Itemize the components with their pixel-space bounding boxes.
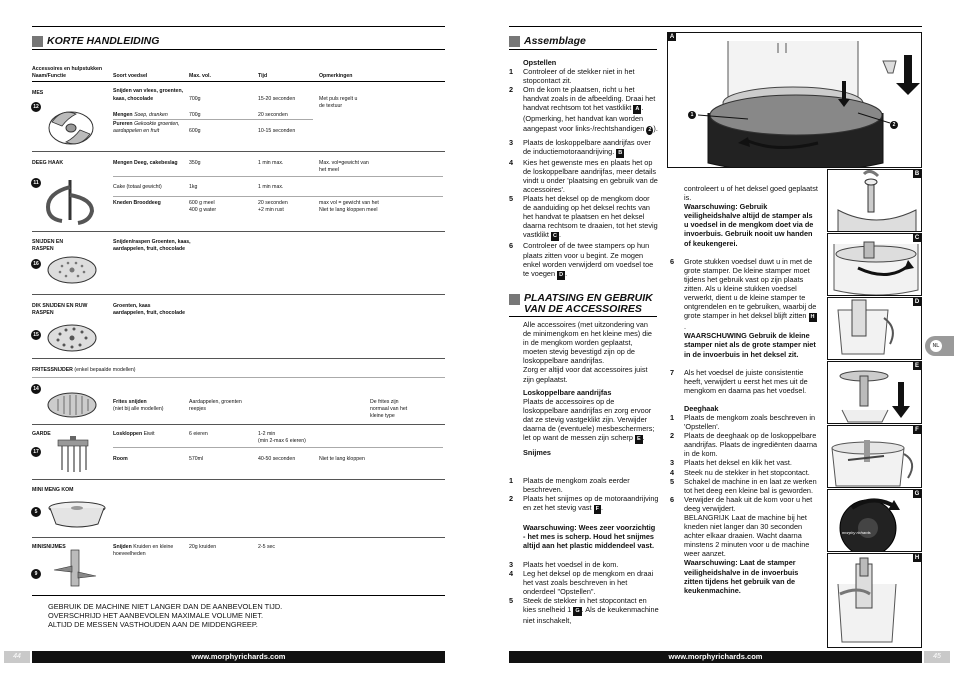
step-1-text: Controleer of de stekker niet in het stopcontact zit. xyxy=(523,67,635,86)
mes-r3-time: 10-15 seconden xyxy=(258,128,296,134)
mes-r2-vol: 700g xyxy=(189,112,201,118)
column-2 xyxy=(670,184,818,595)
step-num: 5 xyxy=(509,595,514,605)
blade-warning: Waarschuwing: Wees zeer voorzichtig - het mes is scherp. Houd het snijmes altijd aan het plastic middendeel vast. xyxy=(523,523,656,551)
right-page xyxy=(477,0,954,677)
figure-b-label: B xyxy=(914,171,920,177)
whisk-icon xyxy=(48,436,98,476)
row-divider xyxy=(32,231,445,232)
garde-r1-time1: 1-2 min xyxy=(258,431,276,437)
minisnijmes-food2: hoeveelheden xyxy=(113,551,146,557)
step-3-t: Plaats de loskoppelbare aandrijfas over de inductiemotoraandrijving. xyxy=(523,137,651,156)
step-3-text xyxy=(523,138,659,158)
dik-food2: aardappelen, fruit, chocolade xyxy=(113,310,186,316)
step-5 xyxy=(509,194,659,241)
figure-d xyxy=(827,297,922,360)
section-header xyxy=(32,35,159,47)
table-header-rule xyxy=(32,81,445,82)
badge-garde: 17 xyxy=(31,447,41,457)
deeghaak-divider1 xyxy=(113,176,443,177)
dough-step-4 xyxy=(670,468,818,477)
step-3 xyxy=(509,138,659,158)
col-food: Soort voedsel xyxy=(113,73,148,79)
callout-1: 1 xyxy=(688,111,696,119)
mini-blade-icon xyxy=(50,548,100,592)
minisnijmes-vol: 20g kruiden xyxy=(189,544,217,550)
section-rule xyxy=(509,49,657,50)
step-5-t: Plaats het deksel op de mengkom door de aanduiding op het deksel rechts van het handvat te plaatsen en het deksel daarna rechtsom te draaien, tot het stevig vastklikt xyxy=(523,194,658,240)
row-divider xyxy=(32,151,445,152)
dough-step-1 xyxy=(670,413,818,431)
figure-a-label: A xyxy=(669,34,675,40)
badge-mes: 12 xyxy=(31,102,41,112)
frites-rem2: normaal van het xyxy=(370,406,408,412)
dough-warning: Waarschuwing: Laat de stamper veiligheidshalve in de invoerbuis zitten tijdens het gebruik van de keukenmachine. xyxy=(684,558,799,595)
pusher-illustration xyxy=(828,298,922,360)
row-divider xyxy=(32,537,445,538)
badge-deeghaak: 11 xyxy=(31,178,41,188)
step-num: 1 xyxy=(509,476,514,485)
deeghaak-r3-vol1: 600 g meel xyxy=(189,200,215,206)
frites-name-note: (enkel bepaalde modellen) xyxy=(74,367,136,373)
col-vol: Max. vol. xyxy=(189,73,211,79)
minisnijmes-food-t: Kruiden en kleine xyxy=(133,544,174,550)
snijden-food2: aardappelen, fruit, chocolade xyxy=(113,246,186,252)
deeghaak-r1-rem1: Max. vol=gewicht van xyxy=(319,160,369,166)
mes-step-5-text: Steek de stekker in het stopcontact en kies snelheid 1 G . Als de keukenmachine niet inschakelt, xyxy=(523,595,659,626)
mes-r1-food1: Snijden van vlees, groenten, xyxy=(113,88,184,94)
small-pusher-illustration xyxy=(828,554,922,648)
deeghaak-r3-rem1: max vol = gewicht van het xyxy=(319,200,379,206)
col-time: Tijd xyxy=(258,73,268,79)
blade-insert-illustration xyxy=(828,426,922,488)
mes-r3-food-t: Gekookte groenten, xyxy=(134,121,180,127)
section-title: KORTE HANDLEIDING xyxy=(47,35,160,47)
mes-r2-time: 20 seconden xyxy=(258,112,288,118)
step-num: 4 xyxy=(670,467,675,477)
step-num: 1 xyxy=(509,67,514,77)
step-num: 6 xyxy=(670,494,675,504)
deeghaak-r1-food: Mengen Deeg, cakebeslag xyxy=(113,160,178,166)
dik-food1: Groenten, kaas xyxy=(113,303,151,309)
figure-ref: A xyxy=(635,106,640,113)
figure-d-label: D xyxy=(914,299,920,305)
row-snijden-name2: RASPEN xyxy=(32,246,54,252)
deeghaak-r2-vol: 1kg xyxy=(189,184,198,190)
garde-r1-food-t: Eiwit xyxy=(143,431,155,437)
deeghaak-title: Deeghaak xyxy=(684,403,719,413)
step-num: 7 xyxy=(670,367,675,377)
deeghaak-r1-vol: 350g xyxy=(189,160,201,166)
garde-r2-food: Room xyxy=(113,456,128,462)
continued-text: controleert u of het deksel goed geplaatst is. xyxy=(684,184,818,203)
garde-r1-time2: (min 2-max 6 eieren) xyxy=(258,438,306,444)
figure-f-label: F xyxy=(913,426,921,434)
step-num: 2 xyxy=(509,494,514,504)
frites-food: Frites snijden xyxy=(113,399,147,405)
figure-a xyxy=(667,32,922,168)
badge-dik: 15 xyxy=(31,330,41,340)
step-num: 4 xyxy=(509,157,514,167)
footer-url[interactable]: www.morphyrichards.com xyxy=(32,651,445,663)
mes-step-1 xyxy=(509,476,659,494)
row-dik-name1: DIK SNIJDEN EN RUW xyxy=(32,303,88,309)
mes-step-6-text: Grote stukken voedsel duwt u in met de grote stamper. De kleine stamper moet tijdens het gebruik vast op zijn plaats zitten. Als u kleine stukken voedsel verwerkt, dient u de kleine stamper te ontgrendelen en te gebruiken, waarbij de grote stamper in het deksel blijft zitten H. WAARSCHUWING Gebruik de kleine stamper niet als de grote stamper niet in de invoerbuis in het deksel zit. xyxy=(684,256,817,359)
row-deeghaak-name: DEEG HAAK xyxy=(32,160,64,166)
badge-minimeng: 5 xyxy=(31,507,41,517)
mes-step-2-text: Plaats het snijmes op de motoraandrijving en zet het stevig vast F . xyxy=(523,494,659,513)
accessories-title-1: PLAATSING EN GEBRUIK xyxy=(524,292,653,304)
row-snijden-name1: SNIJDEN EN xyxy=(32,239,64,245)
deeghaak-r3-time2: +2 min rust xyxy=(258,207,284,213)
callout-2: 2 xyxy=(890,121,898,129)
top-rule xyxy=(32,26,445,27)
figure-c-label: C xyxy=(914,235,920,241)
figure-e-label: E xyxy=(914,363,919,369)
minisnijmes-food-b: Snijden xyxy=(113,544,132,550)
mes-step-6-t: Grote stukken voedsel duwt u in met de grote stamper. De kleine stamper moet tijdens het gebruik vast op zijn plaats zitten. Als u kleine stukken voedsel verwerkt, dient u de kleine stamper te ontgrendelen en te gebruiken, waarbij de grote stamper in het deksel blijft zitten xyxy=(684,256,817,321)
badge-frites: 14 xyxy=(31,384,41,394)
figure-ref: D xyxy=(559,271,564,278)
figure-ref: G xyxy=(575,608,580,615)
step-2 xyxy=(509,85,659,134)
mes-step-4 xyxy=(509,569,659,596)
figure-ref: C xyxy=(552,233,557,240)
garde-r2-rem: Niet te lang kloppen xyxy=(319,456,365,462)
mes-step-2-t: Plaats het snijmes op de motoraandrijving en zet het stevig vast xyxy=(523,494,659,513)
mes-r2-food xyxy=(113,112,168,119)
step-num: 6 xyxy=(670,256,675,266)
step-num: 6 xyxy=(509,241,514,251)
step-2a: Om de kom te plaatsen, richt u het handvat zoals in de afbeelding. Draai het handvat rechtsom tot het vastklikt xyxy=(523,85,656,113)
snijmes-title: Snijmes xyxy=(523,448,551,458)
table-bottom-rule xyxy=(32,595,445,596)
grating-disc-icon xyxy=(44,318,100,358)
deeghaak-r3-rem2: Niet te lang kloppen meel xyxy=(319,207,378,213)
blade-icon xyxy=(42,104,100,152)
dough-step-6a: Verwijder de haak uit de kom voor u het deeg verwijdert. xyxy=(684,494,813,513)
row-divider xyxy=(32,424,445,425)
section-rule xyxy=(509,316,657,317)
step-num: 4 xyxy=(509,568,514,578)
figure-h-label: H xyxy=(914,555,920,561)
aandrijfas-t: Plaats de accessoires op de loskoppelbare aandrijfas en zorg ervoor dat ze stevig vastgeklikt zijn. Verwijder daarna de (eventuele) mesbeschermers; let op want de messen zijn scherp xyxy=(523,396,655,443)
mes-step-4-text: Leg het deksel op de mengkom en draai het vast zoals beschreven in het onderdeel "Opstellen". xyxy=(523,568,654,596)
snijmes-steps xyxy=(509,476,659,625)
mes-step-5 xyxy=(509,596,659,625)
garde-r1-vol: 6 eieren xyxy=(189,431,208,437)
intro-2: Zorg er altijd voor dat accessoires juist zijn geplaatst. xyxy=(523,365,648,384)
deeghaak-r3-food: Kneden Brooddeeg xyxy=(113,200,161,206)
mes-step-7-text: Als het voedsel de juiste consistentie heeft, verwijdert u eerst het mes uit de mengkom en daarna pas het voedsel. xyxy=(684,367,808,395)
minisnijmes-food xyxy=(113,544,173,551)
dial-brand-text: morphy richards xyxy=(842,530,871,535)
mes-r1-rem2: de textuur xyxy=(319,103,343,109)
step-num: 5 xyxy=(509,194,514,204)
step-num: 3 xyxy=(509,137,514,147)
section-rule xyxy=(32,49,445,50)
mini-bowl-icon xyxy=(44,498,110,532)
mes-step-6 xyxy=(670,257,818,359)
figure-ref: 2 xyxy=(648,126,652,133)
page-number: 44 xyxy=(4,651,30,663)
blade-guard-illustration xyxy=(828,362,922,424)
mes-step-5-b: Als de keukenmachine niet inschakelt, xyxy=(523,605,659,626)
warning-line-3: ALTIJD DE MESSEN VASTHOUDEN AAN DE MIDDENGREEP. xyxy=(48,620,258,629)
garde-r1-food xyxy=(113,431,155,438)
step-1 xyxy=(509,67,659,85)
step-num: 2 xyxy=(509,85,514,95)
frites-rem3: kleine type xyxy=(370,413,395,419)
pusher-warning: Waarschuwing: Gebruik veiligheidshalve altijd de stamper als u voedsel in de mengkom doet via de invoerbuis. Gebruik nooit uw handen of keukengerei. xyxy=(684,202,814,248)
assemblage-title: Assemblage xyxy=(524,35,586,47)
frites-vol1: Aardappelen, groenten xyxy=(189,399,242,405)
row-minimeng-name: MINI MENG KOM xyxy=(32,487,74,493)
dough-step-2 xyxy=(670,431,818,458)
figure-g xyxy=(827,489,922,552)
dough-step-3-text: Plaats het deksel en klik het vast. xyxy=(684,458,792,468)
accessories-column xyxy=(523,320,657,457)
garde-r2-time: 40-50 seconden xyxy=(258,456,296,462)
row-garde-name: GARDE xyxy=(32,431,51,437)
badge-minisnijmes: 9 xyxy=(31,569,41,579)
col-remarks: Opmerkingen xyxy=(319,73,353,79)
step-6-t: Controleer of de twee stampers op hun plaats zitten voor u begint. Ze mogen enkel worden verwijderd om voedsel toe te voegen xyxy=(523,241,654,278)
step-4-text: Kies het gewenste mes en plaats het op de loskoppelbare aandrijfas, meer details vindt u onder 'plaatsing en gebruik van de accessoires'. xyxy=(523,157,658,194)
small-pusher-warning: WAARSCHUWING Gebruik de kleine stamper niet als de grote stamper niet in de invoerbuis in het deksel zit. xyxy=(684,331,816,359)
figure-ref: B xyxy=(618,149,623,156)
snijden-food1: Snijden/raspen Groenten, kaas, xyxy=(113,239,191,245)
step-num: 3 xyxy=(670,458,675,468)
col-name: Naam/Functie xyxy=(32,73,67,79)
usage-warnings xyxy=(48,602,282,629)
row-divider xyxy=(32,294,445,295)
dough-step-1-text: Plaats de mengkom zoals beschreven in 'Opstellen'. xyxy=(684,412,816,432)
row-mes-name: MES xyxy=(32,90,44,96)
mes-step-7 xyxy=(670,368,818,395)
dough-step-2-text: Plaats de deeghaak op de loskoppelbare aandrijfas. Plaats de ingrediënten daarna in de kom. xyxy=(684,431,818,459)
language-badge xyxy=(925,336,954,356)
dough-step-3 xyxy=(670,458,818,467)
dough-hook-icon xyxy=(40,175,100,230)
language-badge-text: NL xyxy=(930,340,942,352)
figure-e xyxy=(827,361,922,424)
warning-line-1: GEBRUIK DE MACHINE NIET LANGER DAN DE AANBEVOLEN TIJD. xyxy=(48,602,283,611)
deeghaak-r3-vol2: 400 g water xyxy=(189,207,217,213)
aandrijfas-title: Loskoppelbare aandrijfas xyxy=(523,387,612,397)
step-5-text: Plaats het deksel op de mengkom door de aanduiding op het deksel rechts van het handvat te plaatsen en het deksel daarna rechtsom te draaien, tot het stevig vastklikt C . xyxy=(523,194,658,240)
mes-step-3 xyxy=(509,560,659,569)
badge-snijden: 16 xyxy=(31,259,41,269)
minisnijmes-time: 2-5 sec xyxy=(258,544,276,550)
mes-step-5-t: Steek de stekker in het stopcontact en kies snelheid 1 xyxy=(523,595,647,615)
mes-r2-food-t: Soep, dranken xyxy=(134,112,168,118)
step-num: 3 xyxy=(509,559,514,569)
mes-r3-vol: 600g xyxy=(189,128,201,134)
opstellen-title: Opstellen xyxy=(523,58,557,67)
dough-step-6b: BELANGRIJK Laat de machine bij het kneden niet langer dan 30 seconden achter elkaar draaien. Wacht daarna minstens 2 minuten voor u de machine weer aanzet. xyxy=(684,513,810,559)
step-num: 2 xyxy=(670,431,675,441)
mes-step-1-text: Plaats de mengkom zoals eerder beschreven. xyxy=(523,476,630,495)
mes-r3-food2: aardappelen en fruit xyxy=(113,128,160,134)
frites-vol2: reepjes xyxy=(189,406,207,412)
frites-name: FRITESSNIJDER xyxy=(32,367,73,373)
lid-lock-illustration xyxy=(828,234,922,296)
frites-rem1: De frites zijn xyxy=(370,399,399,405)
deeghaak-r1-rem2: het meel xyxy=(319,167,339,173)
deeghaak-r1-time: 1 min max. xyxy=(258,160,284,166)
assembly-column xyxy=(509,58,659,280)
step-num: 5 xyxy=(670,476,675,486)
figure-f xyxy=(827,425,922,488)
dough-step-6 xyxy=(670,495,818,595)
garde-divider xyxy=(113,447,443,448)
garde-r2-vol: 570ml xyxy=(189,456,204,462)
step-2-text: Om de kom te plaatsen, richt u het handvat zoals in de afbeelding. Draai het handvat rechtsom tot het vastklikt A . (Opmerking, het handvat kan worden aangepast voor links-/rechtshandigen 2 ). xyxy=(523,85,658,133)
row-divider xyxy=(32,358,445,359)
mes-step-2 xyxy=(509,494,659,514)
mes-r2-food-b: Mengen xyxy=(113,112,133,118)
accessories-title-2: VAN DE ACCESSOIRES xyxy=(524,303,642,315)
deeghaak-r2-food: Cake (totaal gewicht) xyxy=(113,184,162,190)
figure-ref: E xyxy=(636,436,641,443)
step-2b: (Opmerking, het handvat kan worden aangepast voor links-/rechtshandigen xyxy=(523,114,645,133)
figure-c xyxy=(827,233,922,296)
row-divider xyxy=(32,479,445,480)
fries-disc-icon xyxy=(44,387,100,423)
page-number: 45 xyxy=(924,651,950,663)
mes-r3-food-b: Pureren xyxy=(113,121,133,127)
frites-divider xyxy=(32,377,445,378)
deeghaak-r2-time: 1 min max. xyxy=(258,184,284,190)
row-dik-name2: RASPEN xyxy=(32,310,54,316)
deeghaak-divider2 xyxy=(113,196,443,197)
slicing-disc-icon xyxy=(44,250,100,290)
mes-r1-vol: 700g xyxy=(189,96,201,102)
step-4 xyxy=(509,158,659,194)
figure-h xyxy=(827,553,922,648)
deeghaak-r3-time1: 20 seconden xyxy=(258,200,288,206)
drive-shaft-illustration xyxy=(828,170,922,232)
row-minisnijmes-name: MINISNIJMES xyxy=(32,544,66,550)
top-rule xyxy=(509,26,922,27)
dough-step-5-text: Schakel de machine in en laat ze werken tot het deeg een kleine bal is geworden. xyxy=(684,476,817,495)
aandrijfas-text: Plaats de accessoires op de loskoppelbare aandrijfas en zorg ervoor dat ze stevig vastgeklikt zijn. Verwijder daarna de (eventuele) mesbeschermers; let op want de messen zijn scherp E . xyxy=(523,396,655,443)
mes-r3-food xyxy=(113,121,180,128)
figure-ref: H xyxy=(810,314,815,321)
mes-r1-food2: kaas, chocolade xyxy=(113,96,154,102)
speed-dial-illustration xyxy=(828,490,922,552)
assemblage-header xyxy=(509,35,586,47)
step-6-text: Controleer of de twee stampers op hun plaats zitten voor u begint. Ze mogen enkel worden verwijderd om voedsel toe te voegen D . xyxy=(523,241,654,278)
figure-g-label: G xyxy=(914,491,920,497)
warning-line-2: OVERSCHRIJD HET AANBEVOLEN MAXIMALE VOLUME NIET. xyxy=(48,611,264,620)
section-marker xyxy=(32,36,43,47)
mes-divider xyxy=(113,119,313,120)
section-marker xyxy=(509,36,520,47)
figure-b xyxy=(827,169,922,232)
table-group-title: Accessoires en hulpstukken xyxy=(32,66,103,72)
mes-step-3-text: Plaats het voedsel in de kom. xyxy=(523,559,619,569)
step-num: 1 xyxy=(670,412,675,422)
figure-ref: F xyxy=(595,506,599,513)
footer-url[interactable]: www.morphyrichards.com xyxy=(509,651,922,663)
accessories-header xyxy=(509,293,653,315)
mes-r1-time: 15-20 seconden xyxy=(258,96,296,102)
frites-food-note: (niet bij alle modellen) xyxy=(113,406,164,412)
step-6 xyxy=(509,241,659,279)
garde-r1-food-b: Loskloppen xyxy=(113,431,143,437)
row-frites-name xyxy=(32,367,136,374)
dough-step-4-text: Steek nu de stekker in het stopcontact. xyxy=(684,467,810,477)
dough-step-5 xyxy=(670,477,818,495)
section-marker xyxy=(509,294,520,305)
accessories-title xyxy=(524,293,653,315)
mes-r1-rem1: Met puls regelt u xyxy=(319,96,358,102)
intro-1: Alle accessoires (met uitzondering van de minimengkom en het kleine mes) die in de mengkom worden geplaatst, moeten stevig bevestigd zijn op de loskoppelbare aandrijfas. xyxy=(523,320,652,366)
bowl-assembly-illustration xyxy=(668,33,922,168)
dough-step-6-text xyxy=(684,495,818,595)
